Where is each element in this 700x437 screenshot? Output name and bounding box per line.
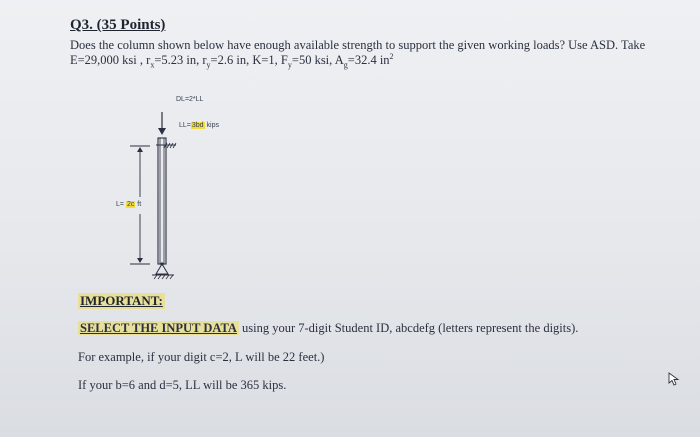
mouse-pointer-icon — [668, 372, 680, 386]
dimension-arrow-top — [137, 147, 143, 152]
live-load-label — [179, 122, 219, 129]
ground-hatch — [154, 275, 173, 279]
given-ag: 32.4 in — [354, 53, 390, 68]
question-prompt: Does the column shown below have enough available strength to support the given working loads? Use ASD. Take — [70, 38, 646, 52]
given-ry: 2.6 in — [217, 53, 247, 68]
example-length: For example, if your digit c=2, L will be 22 feet.) — [78, 350, 325, 364]
select-input-heading: SELECT THE INPUT DATA — [80, 321, 237, 335]
top-hatch — [164, 143, 176, 148]
live-load-prefix: LL= — [179, 122, 191, 129]
length-highlight: 2c — [126, 201, 135, 208]
pin-joint — [160, 262, 163, 265]
select-input-instruction — [78, 321, 578, 336]
length-prefix: L= — [116, 201, 126, 208]
question-title: Q3. (35 Points) — [70, 17, 166, 33]
dead-load-label — [176, 96, 203, 103]
dead-load-text: DL=2*LL — [176, 96, 204, 103]
length-suffix: ft — [135, 201, 142, 208]
select-input-text: using your 7-digit Student ID, abcdefg (letters represent the digits). — [238, 321, 579, 335]
important-heading: IMPORTANT: — [80, 293, 163, 308]
dimension-arrow-bottom — [137, 258, 143, 263]
load-arrow-head — [158, 128, 166, 135]
given-k: K=1 — [252, 53, 275, 68]
column-web — [158, 138, 166, 264]
given-e: E=29,000 ksi — [70, 53, 137, 68]
example-live-load: If your b=6 and d=5, LL will be 365 kips. — [78, 378, 287, 392]
given-fy: 50 ksi — [298, 53, 330, 68]
live-load-highlight: 3bd — [191, 122, 204, 129]
given-rx: 5.23 in — [161, 53, 197, 68]
live-load-suffix: kips — [204, 122, 219, 129]
pin-support — [156, 264, 168, 274]
given-values: E=29,000 ksi , $r_x=5.23$ in, $r_y=2.6$ in, K=1, $F_y=50$ ksi, $A_g=32.4$ $in^2$ — [70, 52, 394, 70]
length-label — [116, 201, 141, 208]
